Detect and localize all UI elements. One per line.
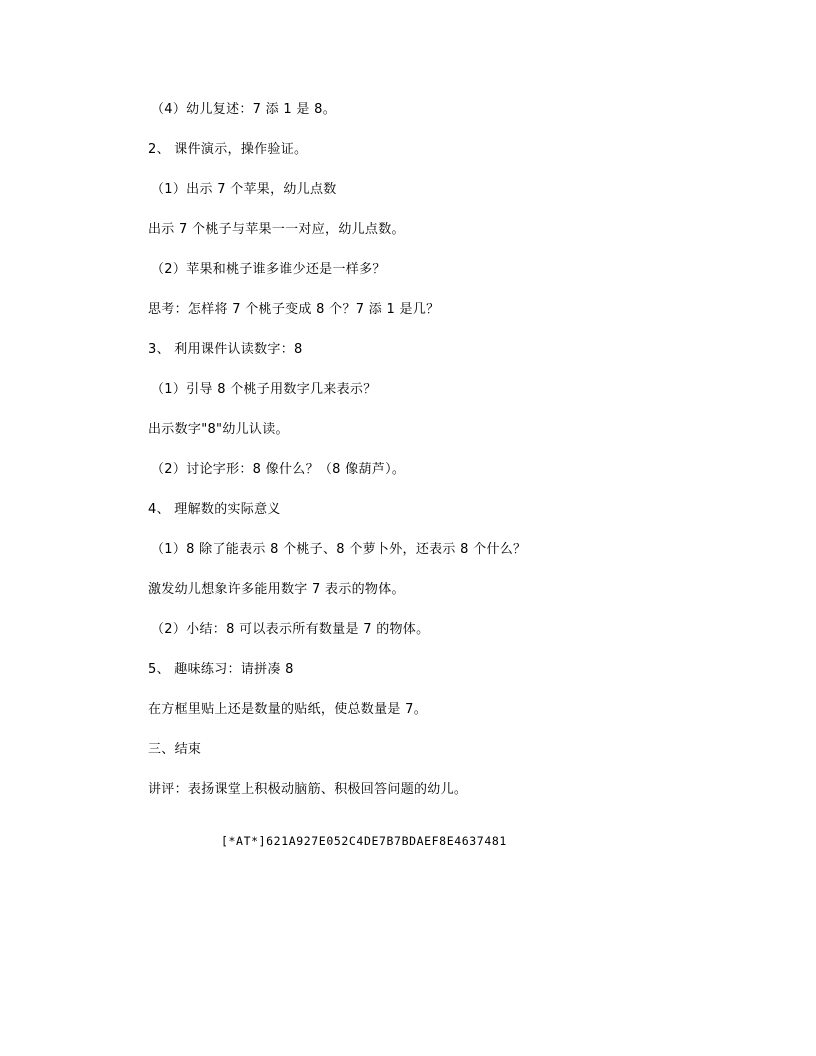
text-line: （2）讨论字形：8 像什么？（8 像葫芦）。 [151,462,406,477]
text-line: （2）苹果和桃子谁多谁少还是一样多？ [151,262,386,277]
text-line: 出示 7 个桃子与苹果一一对应，幼儿点数。 [148,222,405,237]
text-line: 出示数字"8"幼儿认读。 [148,422,289,437]
text-line: 思考：怎样将 7 个桃子变成 8 个？7 添 1 是几？ [148,302,440,317]
text-line: 在方框里贴上还是数量的贴纸，使总数量是 7。 [148,702,428,717]
text-line: 讲评：表扬课堂上积极动脑筋、积极回答问题的幼儿。 [148,782,468,797]
text-line: （4）幼儿复述：7 添 1 是 8。 [151,102,337,117]
section-heading: 2、 课件演示，操作验证。 [148,142,308,157]
text-line: 激发幼儿想象许多能用数字 7 表示的物体。 [148,582,405,597]
document-id-code: [*AT*]621A927E052C4DE7B7BDAEF8E4637481 [221,834,507,848]
text-line: （2）小结：8 可以表示所有数量是 7 的物体。 [151,622,430,637]
section-heading: 5、 趣味练习：请拼凑 8 [148,662,294,677]
text-line: （1）8 除了能表示 8 个桃子、8 个萝卜外，还表示 8 个什么？ [151,542,527,557]
section-heading: 4、 理解数的实际意义 [148,502,281,517]
section-heading: 3、 利用课件认读数字：8 [148,342,303,357]
text-line: （1）引导 8 个桃子用数字几来表示？ [151,382,377,397]
text-line: （1）出示 7 个苹果，幼儿点数 [151,182,337,197]
section-heading: 三、结束 [148,742,202,757]
